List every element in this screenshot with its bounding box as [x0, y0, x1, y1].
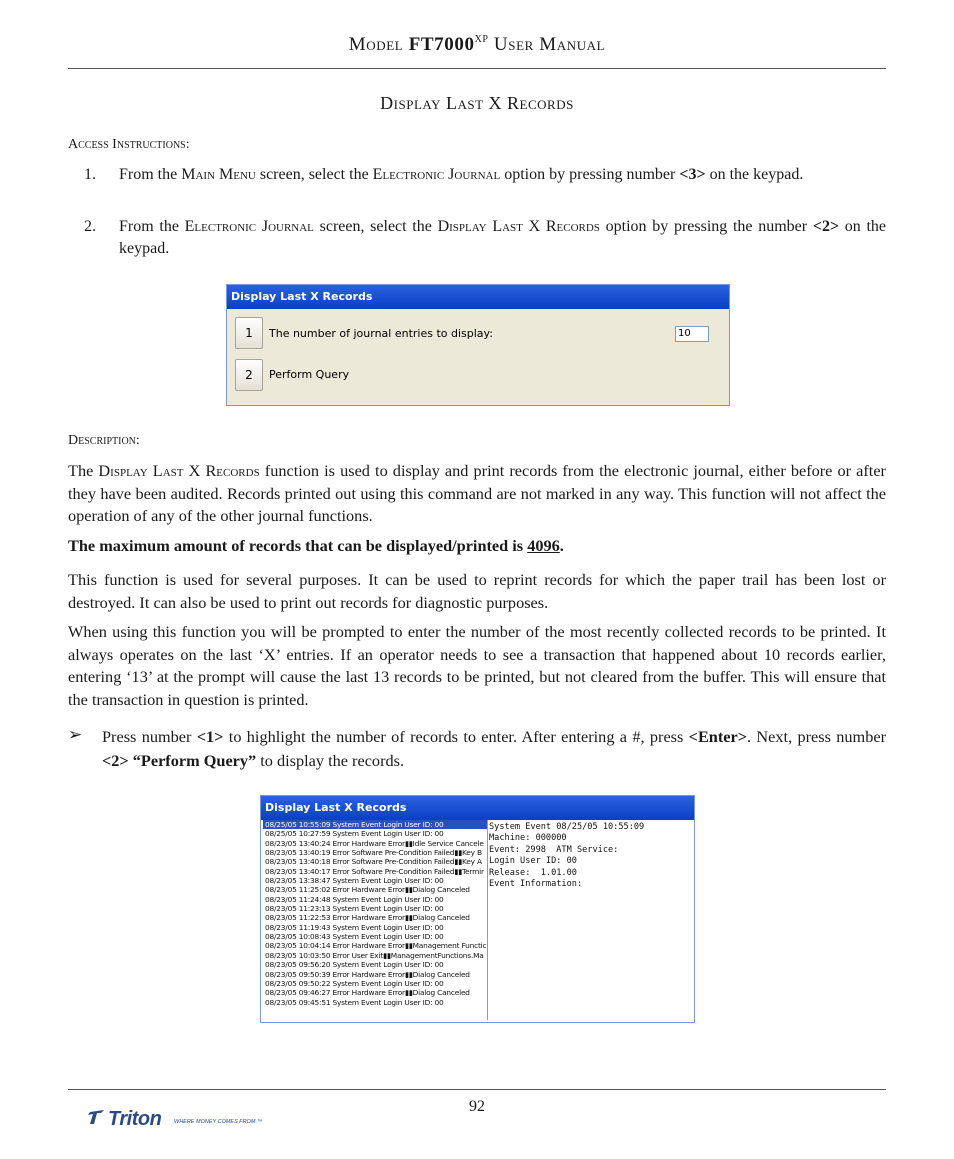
detail-line: Machine: 000000 — [489, 833, 567, 844]
record-row[interactable]: 08/23/05 09:46:27 Error Hardware Error▮▮Dialog Canceled — [265, 988, 470, 998]
step-text-part: on the keypad. — [705, 166, 804, 183]
running-header — [68, 34, 886, 56]
step-text-part: option by pressing the number — [599, 218, 813, 235]
record-row[interactable]: 08/23/05 13:40:24 Error Hardware Error▮▮Idle Service Cancele — [265, 838, 484, 848]
window-title: Display Last X Records — [261, 796, 694, 820]
record-row[interactable]: 08/23/05 11:24:48 System Event Login User ID: 00 — [265, 894, 444, 904]
description-paragraph-1 — [68, 460, 886, 528]
step-text-part: on the keypad. — [119, 218, 887, 257]
record-row[interactable]: 08/23/05 11:25:02 Error Hardware Error▮▮Dialog Canceled — [265, 885, 470, 895]
step-text — [119, 164, 886, 186]
record-row[interactable]: 08/23/05 09:50:39 Error Hardware Error▮▮Dialog Canceled — [265, 969, 470, 979]
step-number: 1. — [84, 166, 96, 183]
arrow-right-icon: ➢ — [68, 725, 83, 745]
detail-line: Login User ID: 00 — [489, 856, 577, 867]
main-menu-ref: Main Menu — [181, 166, 256, 183]
step-number: 2. — [84, 218, 96, 235]
record-row[interactable]: 08/23/05 13:40:17 Error Software Pre-Condition Failed▮▮Termir — [265, 866, 484, 876]
para-text: function is used to display and print records from the electronic journal, either before or after they have been audited. Records printed out using this command are not marked in any way. This function will not affect the operation of any of the other journal functions. — [68, 461, 886, 525]
record-row[interactable]: 08/23/05 13:40:19 Error Software Pre-Condition Failed▮▮Key B — [265, 848, 482, 858]
enter-key-ref: <Enter> — [688, 727, 748, 746]
para-text: . — [559, 536, 564, 555]
record-row[interactable]: 08/23/05 09:50:22 System Event Login User ID: 00 — [265, 978, 444, 988]
electronic-journal-ref: Electronic Journal — [184, 218, 314, 235]
detail-line: Release: 1.01.00 — [489, 867, 577, 878]
electronic-journal-ref: Electronic Journal — [372, 166, 501, 183]
display-last-x-records-ref: Display Last X Records — [98, 461, 260, 480]
note-text: to display the records. — [256, 751, 405, 770]
record-row[interactable]: 08/25/05 10:27:59 System Event Login User ID: 00 — [265, 829, 444, 839]
window-title: Display Last X Records — [227, 285, 729, 309]
note-text: to highlight the number of records to enter. After entering a #, press — [223, 727, 689, 746]
para-text: The — [68, 461, 99, 480]
para-text: The maximum amount of records that can be displayed/printed is — [68, 536, 528, 555]
record-row[interactable]: 08/25/05 10:55:09 System Event Login User ID: 00 — [263, 820, 487, 829]
triton-mark-icon — [88, 1110, 106, 1126]
record-row[interactable]: 08/23/05 09:45:51 System Event Login User ID: 00 — [265, 997, 444, 1007]
logo-tagline: WHERE MONEY COMES FROM.™ — [174, 1119, 263, 1125]
description-paragraph-2: This function is used for several purposes. It can be used to reprint records for which the paper trail has been lost or destroyed. It can also be used to print out records for diagnostic purposes. — [68, 570, 886, 612]
step-text — [119, 216, 886, 260]
record-row[interactable]: 08/23/05 11:23:13 System Event Login User ID: 00 — [265, 904, 444, 914]
record-row[interactable]: 08/23/05 09:56:20 System Event Login User ID: 00 — [265, 960, 444, 970]
note-text: . Next, press number — [747, 727, 886, 746]
detail-line: System Event 08/25/05 10:55:09 — [489, 822, 645, 832]
footer-rule — [68, 1089, 886, 1090]
key-ref: <2> — [812, 218, 840, 235]
description-paragraph-3: When using this function you will be prompted to enter the number of the most recently collected records to be printed. It always operates on the last ‘X’ entries. If an operator needs to see a transaction that happened about 10 records earlier, entering ‘13’ at the prompt will cause the last 13 records to be printed, but not cleared from the buffer. This will ensure that the transaction in question is printed. — [68, 622, 886, 709]
header-manual-suffix: User Manual — [488, 34, 606, 55]
option-1-label: The number of journal entries to display: — [269, 327, 493, 340]
detail-line: Event: 2998 ATM Service: — [489, 844, 619, 855]
max-records-statement — [68, 535, 886, 558]
step-text-part: From the — [119, 166, 182, 183]
note-text: Press number — [102, 727, 197, 746]
header-model-sup: XP — [474, 34, 489, 45]
option-1-button[interactable]: 1 — [235, 317, 263, 349]
screenshot-display-last-x-records-menu — [226, 284, 730, 406]
instruction-note — [102, 725, 886, 773]
step-2 — [68, 216, 886, 260]
record-row[interactable]: 08/23/05 11:19:43 System Event Login User ID: 00 — [265, 922, 444, 932]
key-ref: <3> — [679, 166, 706, 183]
step-text-part: screen, select the — [255, 166, 373, 183]
max-records-value: 4096 — [527, 536, 560, 555]
step-text-part: option by pressing number — [500, 166, 680, 183]
record-detail-panel — [489, 822, 689, 890]
option-2-button[interactable]: 2 — [235, 359, 263, 391]
key-ref: <1> — [196, 727, 224, 746]
step-text-part: From the — [119, 218, 185, 235]
section-title: Display Last X Records — [380, 93, 574, 113]
entries-count-input[interactable]: 10 — [675, 326, 709, 342]
step-text-part: screen, select the — [313, 218, 438, 235]
access-instructions-label: Access Instructions: — [68, 137, 190, 152]
record-row[interactable]: 08/23/05 13:40:18 Error Software Pre-Condition Failed▮▮Key A — [265, 857, 482, 867]
triton-logo — [88, 1108, 263, 1130]
option-2-label: Perform Query — [269, 368, 350, 381]
logo-word: Triton — [108, 1108, 162, 1130]
screenshot-records-list — [260, 795, 695, 1023]
detail-line: Event Information: — [489, 879, 583, 890]
header-model-prefix: Model — [348, 34, 409, 55]
header-rule — [68, 68, 886, 69]
perform-query-ref: <2> “Perform Query” — [102, 751, 257, 770]
description-label: Description: — [68, 433, 140, 448]
step-1 — [68, 164, 886, 186]
records-list[interactable] — [263, 820, 488, 1020]
header-model-name: FT7000 — [408, 34, 475, 55]
record-row[interactable]: 08/23/05 10:03:50 Error User Exit▮▮ManagementFunctions.Ma — [265, 950, 484, 960]
record-row[interactable]: 08/23/05 10:08:43 System Event Login User ID: 00 — [265, 932, 444, 942]
record-row[interactable]: 08/23/05 13:38:47 System Event Login User ID: 00 — [265, 876, 444, 886]
record-row[interactable]: 08/23/05 11:22:53 Error Hardware Error▮▮Dialog Canceled — [265, 913, 470, 923]
record-row[interactable]: 08/23/05 10:04:14 Error Hardware Error▮▮Management Functic — [265, 941, 487, 951]
display-last-x-records-ref: Display Last X Records — [437, 218, 600, 235]
page-number: 92 — [469, 1098, 485, 1115]
